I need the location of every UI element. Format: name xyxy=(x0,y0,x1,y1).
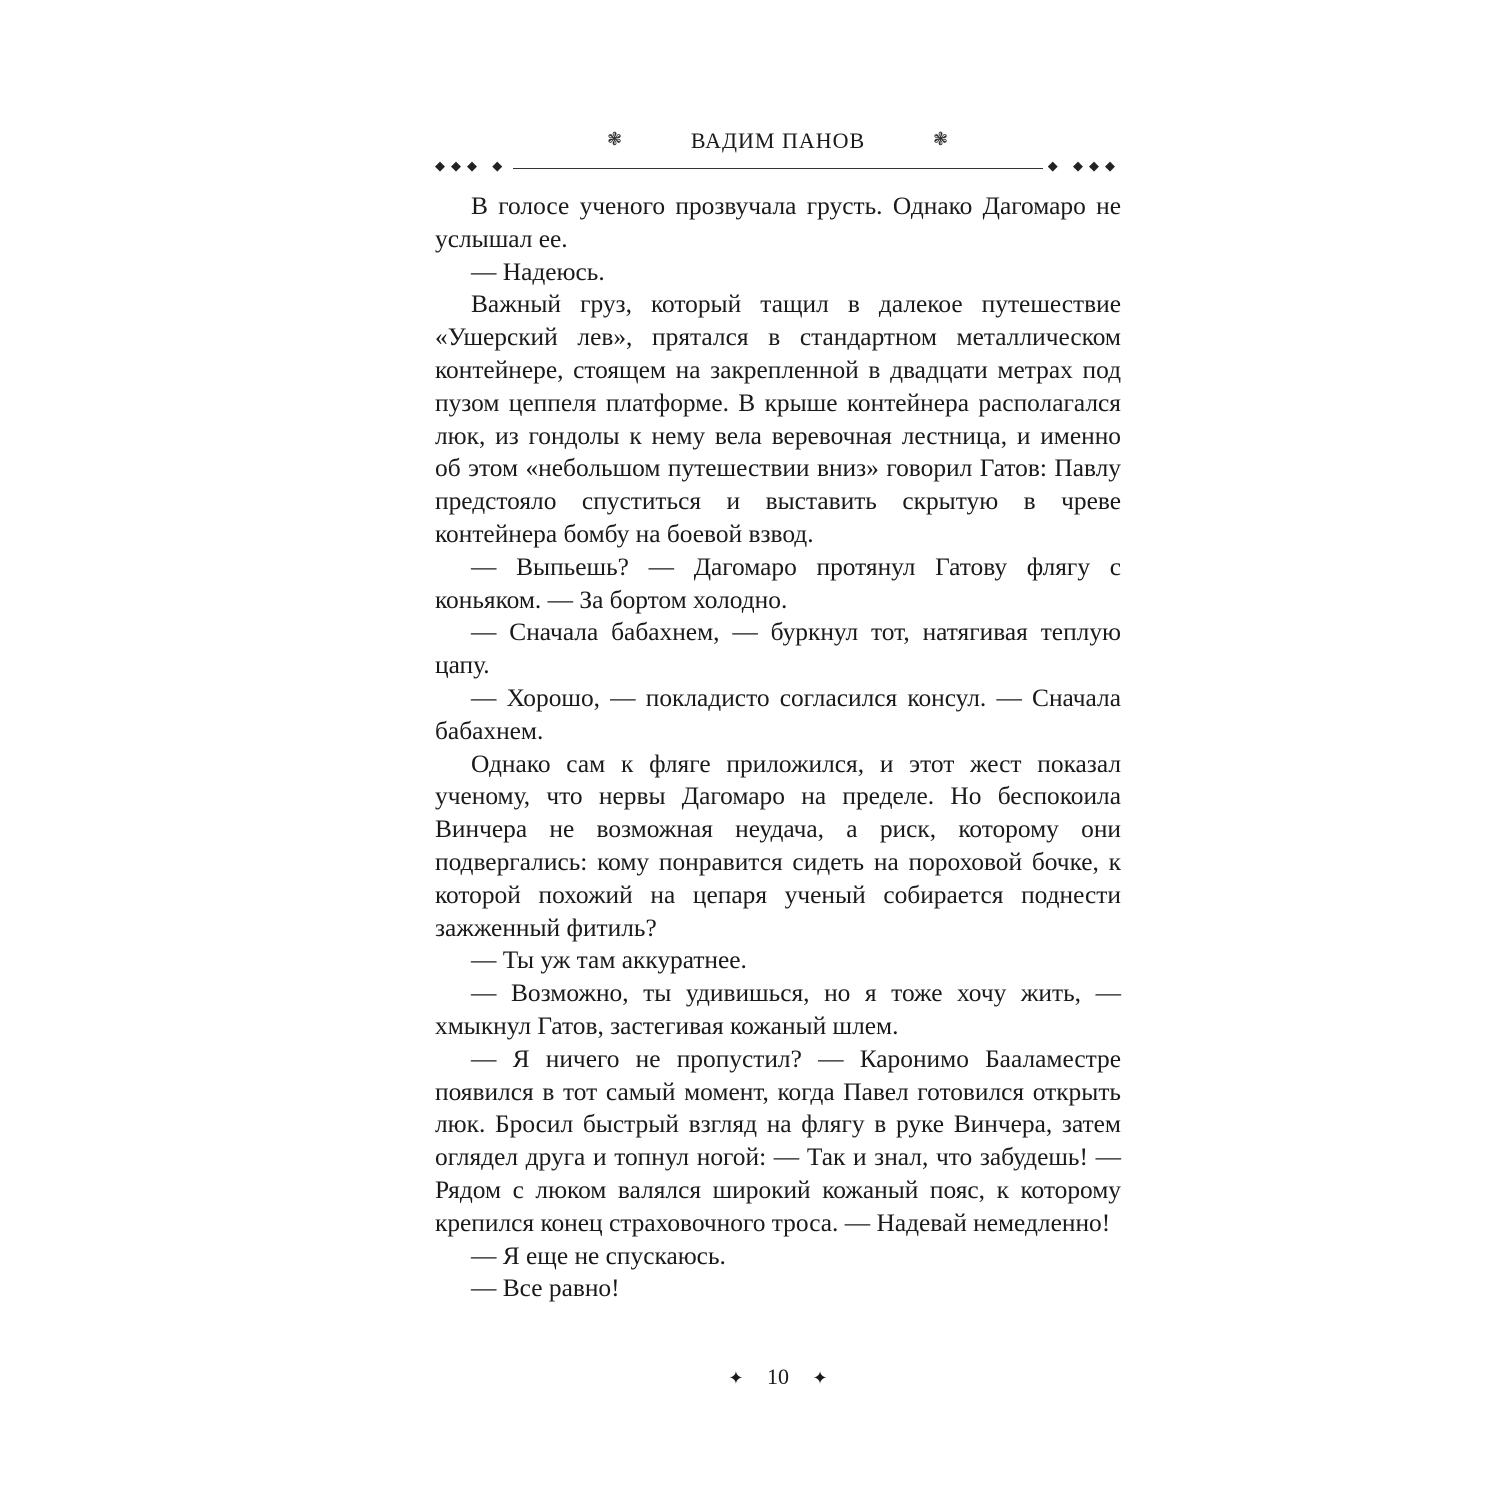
header-rule xyxy=(435,158,1121,174)
paragraph: — Хорошо, — покладисто согласился консул. — Сначала бабахнем. xyxy=(435,683,1121,745)
page-number: 10 xyxy=(767,1364,789,1389)
diamond-dots-icon: ◆ ◆◆◆ xyxy=(1047,158,1121,173)
divider xyxy=(513,168,1043,169)
flower-ornament-icon: ❃ xyxy=(933,129,949,149)
running-header xyxy=(435,128,1121,178)
paragraph: Важный груз, который тащил в далекое путешествие «Ушерский лев», прятался в стандартном металлическом контейнере, стоящем на закрепленной в двадцати метрах под пузом цеппеля платформе. В крыше контейнера располагался люк, из гондолы к нему вела веревочная лестница, и именно об этом «небольшом путешествии вниз» говорил Гатов: Павлу предстояло спуститься и выставить скрытую в чреве контейнера бомбу на боевой взвод. xyxy=(435,290,1121,548)
paragraph: — Надеюсь. xyxy=(471,257,605,286)
paragraph: — Возможно, ты удивишься, но я тоже хочу жить, — хмыкнул Гатов, застегивая кожаный шлем. xyxy=(435,979,1121,1040)
page-footer xyxy=(435,1364,1121,1390)
star-ornament-icon: ✦ xyxy=(812,1368,828,1388)
paragraph: — Я еще не спускаюсь. xyxy=(471,1241,726,1270)
paragraph: — Я ничего не пропустил? — Каронимо Бааламестре появился в тот самый момент, когда Павел готовился открыть люк. Бросил быстрый взгляд на флягу в руке Винчера, затем оглядел друга и топнул ногой: — Так и знал, что забудешь! — Рядом с люком валялся широкий кожаный пояс, к которому крепился конец страховочного троса. — Надевай немедленно! xyxy=(435,1044,1121,1237)
diamond-dots-icon: ◆◆◆ ◆ xyxy=(435,158,509,173)
flower-ornament-icon: ❃ xyxy=(607,129,623,149)
star-ornament-icon: ✦ xyxy=(728,1368,744,1388)
paragraph: В голосе ученого прозвучала грусть. Однако Дагомаро не услышал ее. xyxy=(435,192,1121,253)
paragraph: Однако сам к фляге приложился, и этот жест показал ученому, что нервы Дагомаро на пределе. Но беспокоила Винчера не возможная неудача, а риск, которому они подвергались: кому понравится сидеть на пороховой бочке, к которой похожий на цепаря ученый собирается поднести зажженный фитиль? xyxy=(435,749,1121,942)
paragraph: — Ты уж там аккуратнее. xyxy=(471,946,747,975)
author-name: ВАДИМ ПАНОВ xyxy=(690,128,866,153)
page-body xyxy=(435,190,1121,1305)
paragraph: — Сначала бабахнем, — буркнул тот, натягивая теплую цапу. xyxy=(435,618,1121,680)
paragraph: — Выпьешь? — Дагомаро протянул Гатову флягу с коньяком. — За бортом холодно. xyxy=(435,552,1121,614)
paragraph: — Все равно! xyxy=(471,1274,620,1303)
